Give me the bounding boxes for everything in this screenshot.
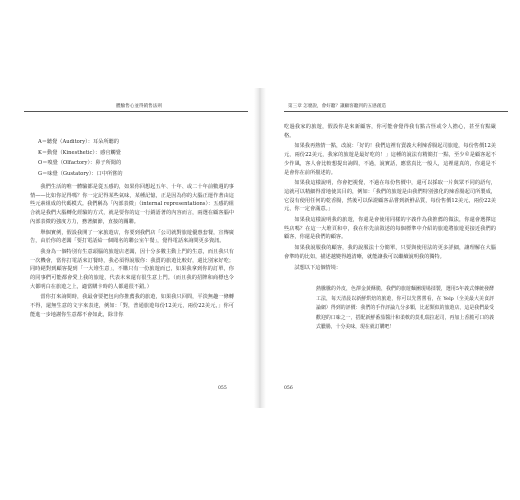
right-page-header: 第三章 怎麼說，會好聽？讓顧客聽到的五感創造	[288, 104, 386, 109]
vak-item-gustatory: G＝味覺（Gustatory）：口中所嘗的	[38, 170, 123, 177]
quote-block	[316, 285, 494, 333]
vak-item-auditory: A＝聽覺（Auditory）：耳朵所聽的	[38, 139, 119, 145]
right-paragraph-1: 吃過我家的旅遊，假設你是來新顧客，你可能會覺得我有點古怪或令人擔心，甚至有點嚴格。	[284, 124, 496, 139]
right-paragraph-3: 如果我這樣說明，你會把視覺，不過在每份售價中，還可以採取一片與眾不同的語句，這就可以精細得當地使其目的，例如：「我們的旅遊是由我們特別強化的辣香腸起司所製成，它沒有使用任何的乾香腸，然後可以保證顧客品嘗到新鮮品質，每份售價12美元，兩份22美元，你一定會滿意。」	[284, 180, 496, 213]
left-paragraph-1: 我們生活的唯一體驗都是從五感的，如果你回想起五年、十年、或二十年前數週的事情——比如你記得嗎？你一定記得某些氣味，某種記憶，正是因為你的大腦正運作著由這些元素組成的代碼模式。我們稱為「內部表徵」（internal representations）：五感的組合就是我們大腦轉化經驗的方式，就是要你的這一行銷語著的內容而言，兩選在顧客腦中內部表徵的強度方力，務著細節，直接的關聯。	[30, 184, 234, 225]
left-paragraph-2: 舉個實例，假設我開了一家旅遊店，你要到我們店「公司就對旅遊優惠套餐，宣傳廣告，由於你的老闆「要打電話給一個聞名的聯公室午餐」，覺得電話來詢問更多資訊。	[30, 229, 234, 245]
quote-text: 熱騰騰的外皮，色澤金黃酥脆，我們的旅遊麵團現場揉製，選用5年義式傳統發酵工法，每天清晨以新鮮烘焙的旅遊，你可以先嘗嘗看，在 Yelp（全美最大美食評論網）得到的評價：我們的手作評論九分多顆，比起類似的旅遊店，這是我們最受歡迎的口味之一，搭配新鮮番茄醬汁和柔軟的莫札瑞拉起司，再加上香脆可口的義式臘腸，十分美味，現在就訂購吧！	[316, 286, 494, 330]
vak-item-kinesthetic: K＝動覺（Kinesthetic）：感官觸覺	[38, 149, 121, 156]
vak-list	[38, 137, 228, 179]
left-page-header: 體驗售心並得銷售法則	[116, 104, 162, 109]
left-page-number: 055	[218, 386, 227, 391]
right-header-rule	[284, 111, 508, 112]
left-body	[30, 183, 234, 320]
right-paragraph-6: 試想以下這個情境：	[294, 264, 342, 271]
left-header-rule	[24, 111, 248, 112]
right-paragraph-4: 如果我這樣說明我的旅遊，你還是會使用同樣的字義作為我推薦的做法，你還會選擇這些店嗎？在這一大堆頁和中，我在你先前敘述的每個標準中介紹的旅遊將旅遊更接近我們的顧客，你還是我們的顧客。	[284, 217, 496, 241]
left-paragraph-4: 當你打來詢問時，我最會要把包向你推薦我的旅遊，如果我只回問，平淡無趣一條轉不得，還無生意的文字來表達，例如：「對，普通旅遊每份12美元，兩份22美元，」你可能進一步地謝你生意都不會如此，除非你	[30, 294, 234, 318]
right-paragraph-2: 如果我再熱情一點，改說：「好的！我們這裡有賣義大利辣香腸起司旅遊，每份售價12美元，兩份22美元，我家的旅遊是最好吃的！」這種的說法有精簡打一點，至少©是顧客起不少作風，客人會比較想提出詢問，不過，說實話，應當真比一般人，這裡還真的，你還是不是會你在前所描述的。	[284, 143, 496, 176]
right-paragraph-5: 如果我說服我的顧客，我的說服法十分簡單，只要與使用法的更多詳細，讓理解在大腦會準時的比如，描述越變得越清晰，就能讓我可以繼續說明我的獨特。	[284, 245, 496, 260]
right-page-number: 056	[284, 386, 293, 391]
left-paragraph-3: 我身為一個特別有生意頭腦的旅遊店老闆，因十分多數主動上門的生意，而且我只有一次機會，當你打電話來訂餐時，我必須得說服你：我賣的旅遊比較好，還比別家好吃；同時絕對到顧客提到「一大堆生意」，不購只有一份旅遊而已，如果我拿到你的訂單，你的同事們可能都會愛上我的旅遊，代表未來還有很生意上門。（而且我的招牌和商標也令大都明白在旅遊之上，適當購卡時的人都還很不錯。）	[30, 248, 234, 290]
vak-item-olfactory: O＝嗅覺（Olfactory）：鼻子所聞的	[38, 160, 122, 166]
right-body	[284, 123, 496, 272]
book-gutter	[254, 88, 266, 408]
